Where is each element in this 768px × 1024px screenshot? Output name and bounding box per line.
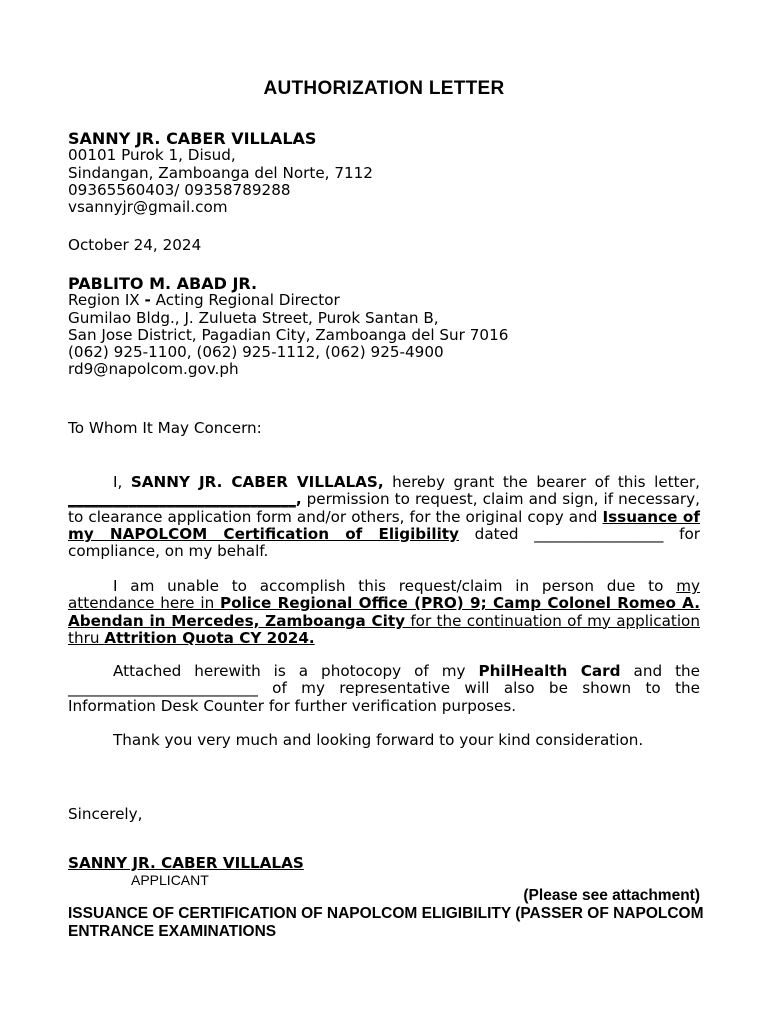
recipient-name: PABLITO M. ABAD JR. [68, 274, 258, 293]
recipient-address-line-1: Gumilao Bldg., J. Zulueta Street, Purok Santan B, [68, 308, 439, 327]
paragraph-attachment [68, 663, 700, 715]
recipient-address-line-2: San Jose District, Pagadian City, Zamboanga del Sur 7016 [68, 325, 509, 344]
para3-text-1: Attached herewith is a photocopy of my [113, 662, 479, 680]
date-blank: _________________ [534, 524, 664, 543]
sender-block [68, 130, 700, 216]
sender-address-line-2: Sindangan, Zamboanga del Norte, 7112 [68, 163, 373, 182]
salutation: To Whom It May Concern: [68, 419, 262, 437]
para3-card: PhilHealth Card [478, 662, 621, 680]
letter-date: October 24, 2024 [68, 236, 202, 254]
para2-continuation: for the continuation of my application thru [68, 611, 700, 647]
paragraph-authorization [68, 474, 700, 560]
para2-text-1: I am unable to accomplish this request/claim in person due to [113, 577, 677, 595]
paragraph-reason [68, 578, 700, 647]
para1-text-3: permission to request, claim and sign, if necessary, to clearance application form and/or others, for the original copy and [68, 490, 700, 526]
footer-heading: ISSUANCE OF CERTIFICATION OF NAPOLCOM ELIGIBILITY (PASSER OF NAPOLCOM ENTRANCE EXAMINATIONS [68, 905, 704, 940]
id-blank: _________________________ [68, 679, 258, 698]
para3-text-3: of my representative will also be shown to the Information Desk Counter for further verification purposes. [68, 679, 700, 715]
attachment-note: (Please see attachment) [523, 887, 700, 904]
para2-quota: Attrition Quota CY 2024. [104, 628, 315, 647]
bearer-name-blank: ______________________________ [68, 490, 296, 509]
closing: Sincerely, [68, 805, 143, 823]
para1-text-1: I, [113, 473, 131, 491]
recipient-region: Region IX [68, 291, 145, 310]
sender-name: SANNY JR. CABER VILLALAS [68, 129, 317, 148]
recipient-email: rd9@napolcom.gov.ph [68, 360, 239, 379]
para1-text-4: dated [458, 524, 535, 543]
recipient-phones: (062) 925-1100, (062) 925-1112, (062) 925-4900 [68, 343, 444, 362]
para1-sender-name: SANNY JR. CABER VILLALAS, [130, 473, 384, 491]
para4-text: Thank you very much and looking forward to your kind consideration. [113, 731, 644, 749]
sender-email: vsannyjr@gmail.com [68, 198, 228, 217]
signatory-role: APPLICANT [131, 872, 209, 888]
para1-text-2: hereby grant the bearer of this letter, [383, 473, 700, 491]
recipient-block [68, 275, 700, 379]
para3-text-2: and the [620, 662, 700, 680]
recipient-title: Acting Regional Director [150, 291, 340, 310]
para2-attendance: my attendance here in [68, 577, 700, 613]
recipient-position [68, 292, 700, 309]
sender-address-line-1: 00101 Purok 1, Disud, [68, 146, 236, 165]
paragraph-thanks [68, 732, 700, 749]
letter-title: AUTHORIZATION LETTER [263, 78, 505, 99]
para2-office: Police Regional Office (PRO) 9; Camp Colonel Romeo A. Abendan in Mercedes, Zamboanga City [68, 594, 700, 630]
para1-subject: Issuance of my NAPOLCOM Certification of Eligibility [68, 507, 700, 543]
recipient-position-dash: - [144, 291, 151, 310]
para1-comma: , [295, 490, 302, 509]
sender-phones: 09365560403/ 09358789288 [68, 180, 291, 199]
signatory-name: SANNY JR. CABER VILLALAS [68, 854, 304, 872]
para1-text-5: for compliance, on my behalf. [68, 524, 700, 561]
